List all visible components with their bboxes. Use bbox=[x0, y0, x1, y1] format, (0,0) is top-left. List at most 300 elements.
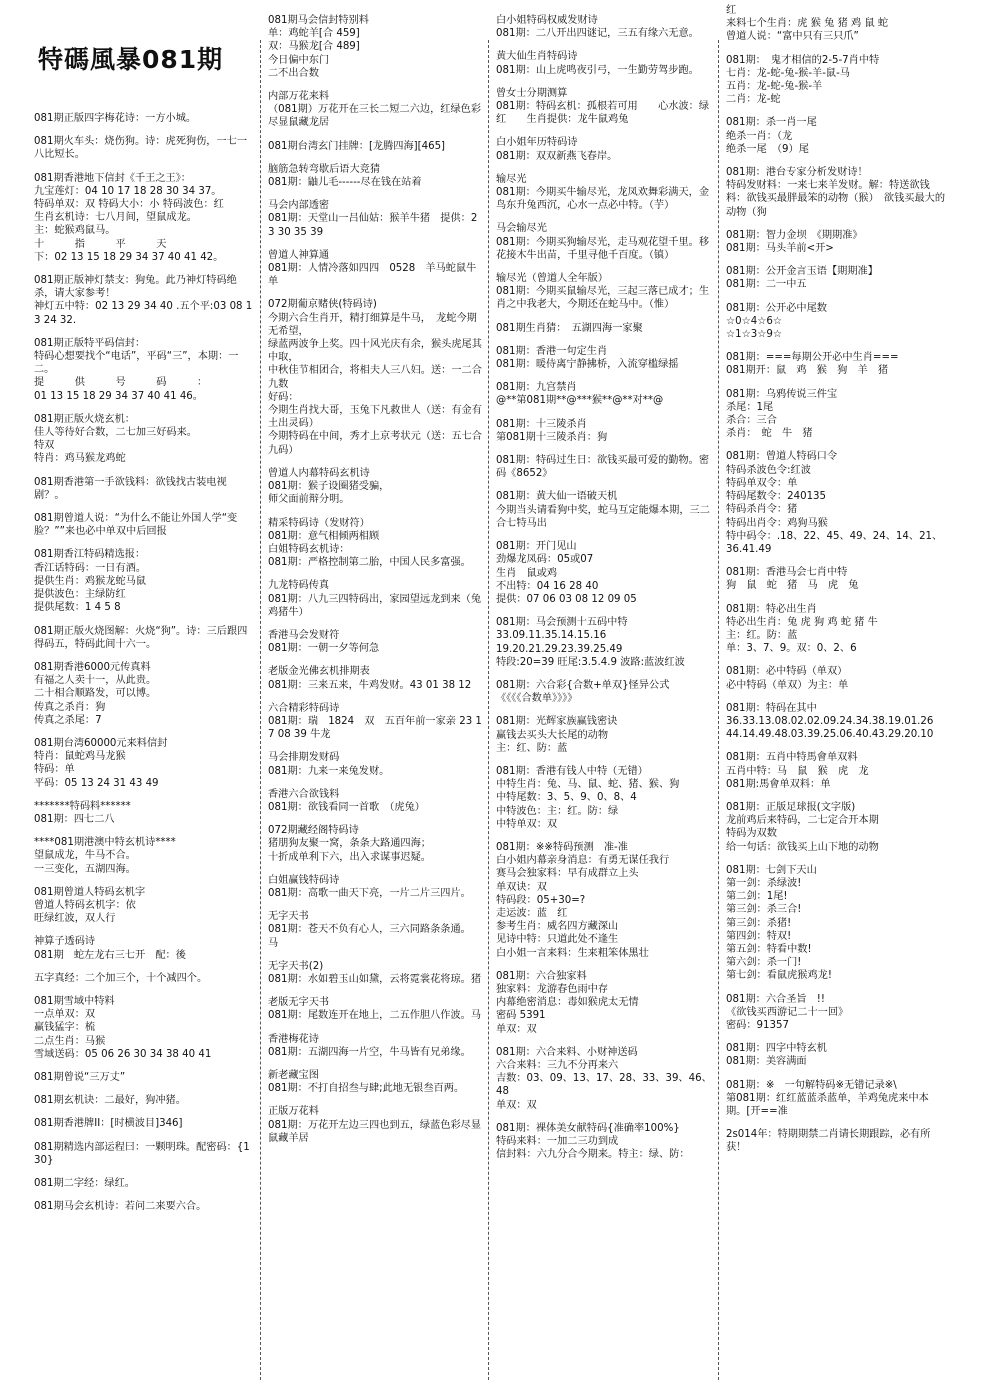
text-block bbox=[268, 163, 482, 189]
text-block bbox=[34, 1117, 254, 1130]
text-line: 081期：六合独家料 bbox=[496, 970, 587, 982]
text-line: 特段:20=39 旺尾:3.5.4.9 波路:蓝波红波 bbox=[496, 656, 685, 668]
text-line: 081期：二八开出四谜记，三五有缘六无意。 bbox=[496, 28, 699, 40]
text-line: 081期： 鬼才相信的2-5-7肖中特 bbox=[726, 54, 880, 66]
text-block bbox=[268, 788, 482, 814]
text-block bbox=[726, 4, 946, 44]
text-line: 081期：今期买牛输尽光，龙凤欢舞彩满天，金鸟东升兔西沉，心水一点必中特。（芋） bbox=[496, 187, 710, 212]
text-line: 参考生肖：威名四方藏深山 bbox=[496, 921, 619, 933]
text-line: 今期特码在中间，秀才上京考状元（送：五七合九码） bbox=[268, 431, 482, 456]
text-line: 081期：十三陵杀肖 bbox=[496, 418, 587, 430]
text-line: 081期：一朝一夕等何急 bbox=[268, 643, 380, 655]
text-line: 081期香港地下信封《千王之王》： bbox=[34, 172, 191, 184]
text-line: 无字天书(2) bbox=[268, 960, 324, 972]
text-line: 提供：07 06 03 08 12 09 05 bbox=[496, 593, 637, 605]
text-line: 二十相合顺路发，可以博。 bbox=[34, 688, 157, 700]
text-line: 脑筋急转弯歇后语大竞猜 bbox=[268, 163, 381, 175]
text-line: 第081期十三陵杀肖：狗 bbox=[496, 431, 608, 443]
text-block bbox=[268, 249, 487, 289]
text-line: 老版金光佛玄机排期表 bbox=[268, 666, 370, 678]
text-line: 杀肖： 蛇 牛 猪 bbox=[726, 428, 813, 440]
text-line: 曾道人内幕特码玄机诗 bbox=[268, 467, 370, 479]
text-line: 特码心想要找个“电话”，平码“三”，本期：一二。 bbox=[34, 351, 239, 376]
text-line: 081期：五湖四海一片空，牛马皆有兄弟缘。 bbox=[268, 1046, 471, 1058]
text-line: 黄大仙生肖特码诗 bbox=[496, 51, 578, 63]
text-line: 第081期：红红蓝蓝杀蓝单，羊鸡兔虎来中本期。[开==准 bbox=[726, 1092, 929, 1118]
column-divider bbox=[260, 40, 261, 1380]
text-block bbox=[496, 418, 712, 444]
text-line: 一点单双：双 bbox=[34, 1009, 96, 1021]
text-block bbox=[34, 800, 254, 826]
text-line: 传真之杀尾：7 bbox=[34, 714, 102, 726]
text-line: 081期台湾玄门挂牌：[龙腾四海][465] bbox=[268, 140, 446, 152]
text-line: 猪朋狗友聚一窝，条条大路通四海； bbox=[268, 838, 431, 850]
text-line: 白小姐特码权威发财诗 bbox=[496, 15, 598, 26]
text-line: 081期：特必出生肖 bbox=[726, 603, 817, 615]
text-block bbox=[34, 337, 254, 403]
text-line: 第三剑：杀猪! bbox=[726, 917, 792, 929]
text-line: 《欲钱买西游记二十一回》 bbox=[726, 1006, 849, 1018]
text-block bbox=[496, 715, 712, 755]
text-line: 特码尾数令：240135 bbox=[726, 491, 827, 503]
text-line: 香港马会发财符 bbox=[268, 629, 340, 641]
text-line: 二点生肖：马猴 bbox=[34, 1035, 106, 1047]
text-line: 081期：香港有钱人中特（无错） bbox=[496, 765, 648, 777]
text-line: （081期）万花开在三长二短二六边，红绿色彩尽显鼠藏龙居 bbox=[268, 104, 482, 129]
text-line: 第六剑：杀一门! bbox=[726, 957, 802, 969]
text-block bbox=[268, 298, 482, 456]
text-line: 19.20.21.29.23.39.25.49 bbox=[496, 643, 623, 655]
text-line: 081期：三来五来，牛鸡发财。43 01 38 12 bbox=[268, 679, 472, 691]
text-block bbox=[268, 579, 482, 619]
text-line: 特码来料：一加二三功到成 bbox=[496, 1136, 619, 1148]
text-line: 中特波色：主：红。防：绿 bbox=[496, 805, 619, 817]
column-3-body bbox=[496, 14, 712, 1161]
text-line: 单：3、7、9。双：0、2、6 bbox=[726, 643, 857, 655]
text-line: 081期：严格控制第二胎，中国人民多富强。 bbox=[268, 557, 471, 569]
text-block bbox=[726, 1042, 946, 1068]
text-line: 特码单双：双 特码大小：小 特码波色：红 bbox=[34, 199, 224, 211]
text-line: 不出特：04 16 28 40 bbox=[496, 580, 599, 592]
text-line: 081期：万花开左边三四也到五，绿蓝色彩尽显鼠藏羊居 bbox=[268, 1119, 482, 1144]
text-line: 081期正版火烧玄机： bbox=[34, 413, 135, 425]
text-line: 081期：尾数连开在地上，二五作胆八作波。马 bbox=[268, 1010, 482, 1022]
text-block bbox=[268, 1069, 482, 1095]
text-block bbox=[726, 751, 946, 791]
text-block bbox=[726, 54, 946, 107]
text-line: 081期：欲钱看同一首歌 （虎兔） bbox=[268, 801, 425, 813]
text-line: 十 指 平 天 bbox=[34, 238, 167, 250]
text-line: 无字天书 bbox=[268, 911, 309, 923]
text-line: 香港六合欲钱料 bbox=[268, 788, 340, 800]
text-line: 今期六合生肖开，精打细算是牛马， 龙蛇今期无希望， bbox=[268, 312, 477, 337]
text-line: 081期雪域中特料 bbox=[34, 995, 115, 1007]
column-1-body bbox=[34, 112, 254, 1213]
text-line: 081期：四七二八 bbox=[34, 813, 115, 825]
text-line: 081期：天堂山一吕仙姑：猴羊牛猪 提供：23 30 35 39 bbox=[268, 213, 478, 238]
text-block bbox=[268, 629, 482, 655]
text-line: 主：红、防：蓝 bbox=[496, 742, 568, 754]
text-line: 081期曾道人说：“为什么不能让外国人学“变脸？””来也必中单双中后回报 bbox=[34, 513, 238, 538]
column-2 bbox=[262, 0, 488, 1388]
text-line: 081期：特码玄机：孤根若可用 心水波：绿红 生肖提供：龙牛鼠鸡兔 bbox=[496, 101, 710, 126]
text-line: 第七剑：看鼠虎猴鸡龙! bbox=[726, 970, 832, 982]
text-line: 第五剑：特看中数! bbox=[726, 943, 812, 955]
text-line: 好码： bbox=[268, 391, 299, 403]
text-block bbox=[34, 1094, 254, 1107]
text-line: 来料七个生肖：虎 猴 兔 猪 鸡 鼠 蛇 bbox=[726, 18, 889, 30]
text-line: 特码：单 bbox=[34, 764, 75, 776]
text-line: 马会内部透密 bbox=[268, 200, 330, 212]
text-line: 赢钱去买头大长尾的动物 bbox=[496, 729, 609, 741]
text-line: 劲爆龙凤码：05或07 bbox=[496, 554, 594, 566]
text-line: 提供波色：主绿防红 bbox=[34, 589, 126, 601]
text-line: 081期：黄大仙一语破天机 bbox=[496, 491, 618, 503]
text-line: 白姐赢钱特码诗 bbox=[268, 874, 340, 886]
text-line: 081期：必中特码（单双） bbox=[726, 666, 848, 678]
text-line: 六合来料：三九不分再来六 bbox=[496, 1060, 619, 1071]
text-line: 081期：二一中五 bbox=[726, 279, 807, 291]
text-line: 主：红。防：蓝 bbox=[726, 629, 798, 641]
text-line: 081期：香港一句定生肖 bbox=[496, 345, 608, 357]
text-line: 马会输尽光 bbox=[496, 223, 547, 235]
text-line: 见诗中特：只道此处不逢生 bbox=[496, 934, 619, 946]
text-line: 081期:馬會单双料：单 bbox=[726, 778, 831, 790]
text-line: 特码杀肖令：猪 bbox=[726, 504, 798, 516]
text-block bbox=[496, 173, 712, 213]
text-block bbox=[496, 14, 712, 40]
text-line: 师父面前辩分明。 bbox=[268, 494, 350, 506]
text-block bbox=[726, 450, 946, 556]
text-line: 独家料：龙游春色雨中存 bbox=[496, 983, 609, 995]
text-line: 杀合：三合 bbox=[726, 415, 777, 427]
text-block bbox=[34, 172, 254, 264]
text-line: 特码发财料：一来七来羊发财。解：特送欲钱料：欲钱买最胖最笨的动物（猴） 欲钱买最大的动物（狗 bbox=[726, 180, 946, 218]
text-block bbox=[34, 112, 254, 125]
text-line: 赢钱猛字：梳 bbox=[34, 1022, 96, 1034]
text-line: 第四剑：特双! bbox=[726, 930, 792, 942]
text-line: @**第081期**@***猴**@**对**@ bbox=[496, 395, 664, 407]
text-line: 081期曾道人特码玄机字 bbox=[34, 886, 146, 898]
text-line: 072期葡京赌侠(特码诗) bbox=[268, 299, 377, 311]
text-line: 生肖玄机诗：七八月间，望鼠成龙。 bbox=[34, 212, 197, 224]
text-line: 传真之杀肖：狗 bbox=[34, 701, 106, 713]
text-line: 081期：四字中特玄机 bbox=[726, 1043, 827, 1055]
text-line: 081期：今期买鼠输尽光，三起三落已成才；生肖之中我老大，今期还在蛇马中。（惟） bbox=[496, 286, 710, 311]
text-line: 特码为双数 bbox=[726, 828, 777, 840]
column-4 bbox=[720, 0, 952, 1388]
text-line: 081期：光辉家族赢钱密诀 bbox=[496, 716, 618, 728]
text-line: 曾女士分期测算 bbox=[496, 87, 568, 99]
text-line: 081期开：鼠 鸡 猴 狗 羊 猪 bbox=[726, 365, 889, 377]
text-line: 01 13 15 18 29 34 37 40 41 46。 bbox=[34, 390, 203, 402]
text-block bbox=[726, 801, 946, 854]
text-line: 赛马会独家料：早有成群立上头 bbox=[496, 868, 639, 880]
text-block bbox=[496, 1046, 712, 1112]
text-line: ☆0☆4☆6☆ bbox=[726, 315, 782, 327]
text-line: ****081期港澳中特玄机诗**** bbox=[34, 837, 176, 849]
text-line: 081期：九宫禁肖 bbox=[496, 382, 577, 394]
text-line: 中特生肖：兔、马、鼠、蛇、猪、猴、狗 bbox=[496, 779, 680, 791]
text-line: 081期正版特平码信封： bbox=[34, 337, 146, 349]
text-block bbox=[496, 540, 712, 606]
text-line: 白小姐内幕亲身消息：有勇无谋任我行 bbox=[496, 855, 670, 867]
text-line: 龙前鸡后来特码，二七定合开本期 bbox=[726, 815, 879, 827]
text-block bbox=[268, 467, 482, 507]
text-block bbox=[496, 50, 712, 76]
text-block bbox=[34, 886, 254, 926]
text-line: 白小姐年历特码诗 bbox=[496, 137, 578, 149]
page-title: 特碼風暴081期 bbox=[38, 45, 224, 74]
text-line: 081期：七剑下天山 bbox=[726, 864, 817, 876]
text-line: 中秋佳节相团合，将相夫人三八妇。送：一二合九数 bbox=[268, 365, 482, 390]
text-line: 曾道人神算通 bbox=[268, 249, 330, 261]
text-block bbox=[268, 996, 482, 1022]
text-line: 081期：公开必中尾数 bbox=[726, 302, 827, 314]
text-block bbox=[34, 274, 254, 327]
text-line: 081期：※※特码预测 准-准 bbox=[496, 841, 628, 853]
text-line: 密码 5391 bbox=[496, 1010, 546, 1022]
text-line: 081期：曾道人特码口令 bbox=[726, 451, 838, 463]
text-line: 吉数：03、09、13、17、28、33、39、46、48 bbox=[496, 1073, 712, 1098]
text-line: 新老藏宝图 bbox=[268, 1070, 319, 1081]
text-line: 精采特码诗（发财符） bbox=[268, 517, 370, 529]
text-line: 081期马会玄机诗：若问二来要六合。 bbox=[34, 1201, 207, 1213]
text-line: 081期：乌鸦传说三件宝 bbox=[726, 388, 838, 400]
text-line: 密码：91357 bbox=[726, 1020, 789, 1031]
text-line: 中特单双：双 bbox=[496, 818, 558, 830]
text-line: 081期：特码过生日：欲钱买最可爱的勤物。密码《8652》 bbox=[496, 455, 710, 480]
text-line: 081期二字经：绿红。 bbox=[34, 1178, 135, 1189]
text-line: 二肖：龙-蛇 bbox=[726, 94, 781, 106]
text-line: 081期：不打自招叁与肆;此地无银叁百两。 bbox=[268, 1083, 465, 1095]
text-line: 081期：裸体美女献特码{准确率100%} bbox=[496, 1122, 680, 1134]
text-line: 081期：今期买狗输尽光，走马观花望千里。移花接木牛出苗，千里寻他千百度。（镇） bbox=[496, 236, 710, 261]
text-line: 雪域送码：05 06 26 30 34 38 40 41 bbox=[34, 1048, 212, 1060]
text-line: 081期：六合圣旨 !! bbox=[726, 993, 825, 1005]
text-line: 今期生肖找大哥，玉兔下凡救世人（送：有金有土出灵码） bbox=[268, 405, 482, 430]
text-line: 特码出肖令：鸡狗马猴 bbox=[726, 517, 828, 529]
text-line: 081期：苍天不负有心人，三六同路条条通。 马 bbox=[268, 924, 476, 949]
text-line: 081期：美容满面 bbox=[726, 1056, 807, 1068]
text-line: 第三剑：杀三合! bbox=[726, 904, 802, 916]
text-block bbox=[726, 388, 946, 441]
text-line: 081期香江特码精选报： bbox=[34, 549, 146, 561]
text-line: 香港梅花诗 bbox=[268, 1033, 319, 1045]
text-block bbox=[268, 90, 482, 130]
text-line: 正版万花料 bbox=[268, 1106, 319, 1118]
text-block bbox=[726, 265, 946, 291]
text-line: 2s014年：特期期禁二肖请长期跟踪，必有所获！ bbox=[726, 1129, 931, 1154]
text-line: 五字真经：二个加三个，十个减四个。 bbox=[34, 972, 208, 984]
text-line: 081期：瑞 1824 双 五百年前一家亲 23 17 08 39 牛龙 bbox=[268, 715, 482, 741]
column-4-body bbox=[726, 4, 946, 1155]
text-block bbox=[726, 665, 946, 691]
text-block bbox=[726, 566, 946, 592]
text-block bbox=[268, 14, 482, 80]
text-line: 九宝莲灯：04 10 17 18 28 30 34 37。 bbox=[34, 185, 222, 197]
text-line: 081期：开门见山 bbox=[496, 541, 577, 553]
text-line: 九龙特码传真 bbox=[268, 580, 330, 592]
column-divider bbox=[488, 40, 489, 1380]
column-1 bbox=[28, 0, 260, 1388]
text-line: 六合精彩特码诗 bbox=[268, 702, 340, 714]
text-block bbox=[268, 960, 482, 986]
text-block bbox=[34, 135, 254, 161]
text-line: 081期：暖侍离宁静拂桥，入流穿槛绿摇 bbox=[496, 359, 679, 371]
text-block bbox=[34, 476, 254, 502]
text-line: 狗 鼠 蛇 猪 马 虎 兔 bbox=[726, 580, 859, 592]
text-block bbox=[268, 910, 482, 950]
text-block bbox=[34, 1200, 254, 1213]
text-line: 特码段：05+30=? bbox=[496, 894, 586, 906]
text-line: 第一剑：杀绿波! bbox=[726, 877, 802, 889]
text-block bbox=[496, 222, 712, 262]
text-line: 081期：特码在其中 bbox=[726, 702, 817, 714]
text-line: 马会排期发财码 bbox=[268, 752, 340, 764]
text-line: 香江话特码：一日有酒。 bbox=[34, 562, 147, 574]
text-line: 神灯五中特：02 13 29 34 40 .五个平:03 08 13 24 32. bbox=[34, 301, 253, 326]
text-block bbox=[496, 490, 712, 530]
text-line: 生肖 鼠或鸡 bbox=[496, 567, 558, 579]
text-block bbox=[726, 116, 946, 156]
text-line: 杀尾：1尾 bbox=[726, 401, 774, 413]
text-block bbox=[726, 993, 946, 1033]
text-line: 081期香港6000元传真料 bbox=[34, 661, 151, 673]
text-block bbox=[496, 345, 712, 371]
text-line: 特肖：鼠蛇鸡马龙猴 bbox=[34, 751, 126, 763]
text-line: 望鼠成龙，牛马不合。 bbox=[34, 850, 136, 862]
text-line: 081期：山上虎鸣夜引弓，一生勤劳驾步跑。 bbox=[496, 64, 699, 76]
text-line: 输尽光（曾道人全年版） bbox=[496, 273, 609, 285]
text-block bbox=[34, 935, 254, 961]
text-line: 081期：※ 一句解特码※无错记录※\ bbox=[726, 1079, 897, 1091]
text-block bbox=[268, 517, 482, 570]
text-block bbox=[34, 548, 254, 614]
text-line: 081期：港台专家分析发财诗！ bbox=[726, 167, 868, 179]
text-line: 特肖：鸡马猴龙鸡蛇 bbox=[34, 453, 126, 465]
text-line: 佳人等待好合数，二七加三好码来。 bbox=[34, 427, 197, 439]
text-line: 081期：公开金言玉语【期期准】 bbox=[726, 266, 878, 278]
text-line: 提供尾数：1 4 5 8 bbox=[34, 602, 121, 614]
text-line: 十折成单利下六，出入求谋事迟疑。 bbox=[268, 851, 431, 863]
text-line: 33.09.11.35.14.15.16 bbox=[496, 630, 607, 642]
text-line: *******特码料****** bbox=[34, 800, 131, 812]
text-line: 081期正版火烧图解：火烧“狗”。诗：三后跟四得码五，特码此间十六一。 bbox=[34, 625, 248, 650]
text-line: 081期：六合彩{合数+单双}怪异公式 bbox=[496, 679, 670, 691]
text-block bbox=[496, 381, 712, 407]
text-line: 特中码令：.18、22、45、49、24、14、21、36.41.49 bbox=[726, 530, 943, 555]
text-block bbox=[496, 679, 712, 705]
text-block bbox=[34, 661, 254, 727]
text-block bbox=[268, 874, 482, 900]
text-line: 今期当头请看狗中奖，蛇马互定能爆本期，三二合七特马出 bbox=[496, 504, 710, 529]
text-line: 信封料：六九分合今期来。特主：绿、防： bbox=[496, 1149, 690, 1161]
text-block bbox=[496, 454, 712, 480]
text-block bbox=[726, 166, 946, 219]
text-block bbox=[726, 702, 946, 742]
text-line: 给一句话：欲钱买上山下地的动物 bbox=[726, 841, 879, 853]
text-block bbox=[496, 765, 712, 831]
text-line: 一三变化，五湖四海。 bbox=[34, 863, 136, 875]
text-block bbox=[34, 512, 254, 538]
text-line: 072期藏经阁特码诗 bbox=[268, 825, 359, 837]
text-line: 081期香港牌II：[时横波目]346] bbox=[34, 1118, 183, 1130]
text-line: 中特尾数：3、5、9、0、8、4 bbox=[496, 792, 637, 804]
text-block bbox=[268, 1105, 482, 1145]
text-line: 081期曾说“三万丈” bbox=[34, 1071, 126, 1083]
text-line: 七肖：龙-蛇-兔-猴-羊-鼠-马 bbox=[726, 67, 850, 79]
text-line: 081期：智力金坝 《期期准》 bbox=[726, 229, 863, 241]
text-line: 单：鸡蛇羊[合 459] bbox=[268, 28, 360, 40]
text-line: 二不出合数 bbox=[268, 67, 319, 79]
text-line: 曾道人特码玄机字：依 bbox=[34, 899, 136, 911]
text-line: 特码杀波色令:红波 bbox=[726, 464, 811, 476]
column-3 bbox=[490, 0, 718, 1388]
text-block bbox=[268, 199, 482, 239]
text-line: 《《《《合数单》》》》 bbox=[496, 693, 578, 705]
text-line: 081期：杀一肖一尾 bbox=[726, 117, 817, 129]
text-line: 提 供 号 码 ： bbox=[34, 377, 208, 389]
column-2-body bbox=[268, 14, 487, 1145]
text-block bbox=[268, 665, 482, 691]
text-block bbox=[496, 970, 712, 1036]
text-line: 36.33.13.08.02.02.09.24.34.38.19.01.26 bbox=[726, 715, 934, 727]
text-line: 单双：双 bbox=[496, 1099, 537, 1111]
text-line: ☆1☆3☆9☆ bbox=[726, 329, 782, 341]
text-line: 081期玄机诀：二最好，狗冲猪。 bbox=[34, 1095, 186, 1107]
text-line: 白小姐一言来料：生来粗笨体黑壮 bbox=[496, 947, 649, 959]
text-line: 081期精选内部运程曰：一颗明珠。配密码：{130} bbox=[34, 1141, 250, 1166]
text-line: 特必出生肖：兔 虎 狗 鸡 蛇 猪 牛 bbox=[726, 616, 878, 628]
text-line: 绿蓝两波争上奖。四十风光庆有余，猴头虎尾其中取， bbox=[268, 339, 482, 364]
text-block bbox=[726, 1128, 946, 1154]
text-line: 今日偏中东门 bbox=[268, 54, 330, 66]
text-line: 下：02 13 15 18 29 34 37 40 41 42。 bbox=[34, 251, 224, 263]
text-block bbox=[268, 824, 482, 864]
text-line: 白姐特码玄机诗： bbox=[268, 543, 350, 555]
text-line: 081期：马头羊前<开> bbox=[726, 243, 834, 255]
text-block bbox=[496, 1122, 712, 1162]
text-line: 081期：水如碧玉山如黛，云将霓裳花将琼。猪 bbox=[268, 973, 482, 985]
text-line: 特码单双令：单 bbox=[726, 477, 798, 489]
text-line: 五肖：龙-蛇-兔-猴-羊 bbox=[726, 81, 823, 93]
text-line: 第二剑：1尾! bbox=[726, 891, 788, 903]
text-line: 081期台湾60000元来料信封 bbox=[34, 737, 168, 749]
text-line: 五肖中特：马 鼠 猴 虎 龙 bbox=[726, 765, 869, 777]
text-line: 绝杀一尾 （9）尾 bbox=[726, 143, 809, 155]
text-line: 081期：香港马会七肖中特 bbox=[726, 567, 848, 579]
text-line: 主：蛇猴鸡鼠马。 bbox=[34, 225, 116, 237]
text-line: 081期：意气相倾两相顾 bbox=[268, 530, 380, 542]
text-block bbox=[726, 302, 946, 342]
text-block bbox=[726, 351, 946, 377]
text-line: 提供生肖：鸡猴龙蛇马鼠 bbox=[34, 575, 147, 587]
text-line: 特双 bbox=[34, 440, 55, 452]
text-block bbox=[496, 616, 712, 669]
text-line: 绝杀一肖：（龙 bbox=[726, 130, 793, 142]
text-block bbox=[34, 836, 254, 876]
text-line: 单双诀：双 bbox=[496, 881, 547, 893]
text-block bbox=[726, 229, 946, 255]
text-line: 走运波：蓝 红 bbox=[496, 907, 568, 919]
text-block bbox=[496, 136, 712, 162]
text-block bbox=[496, 322, 712, 335]
text-line: 081期：五肖中特馬會单双料 bbox=[726, 752, 858, 764]
text-line: 内幕绝密消息：毒如猴虎太无情 bbox=[496, 997, 639, 1009]
text-line: 081期：马会预测十五码中特 bbox=[496, 617, 628, 629]
text-line: 平码：05 13 24 31 43 49 bbox=[34, 777, 159, 789]
